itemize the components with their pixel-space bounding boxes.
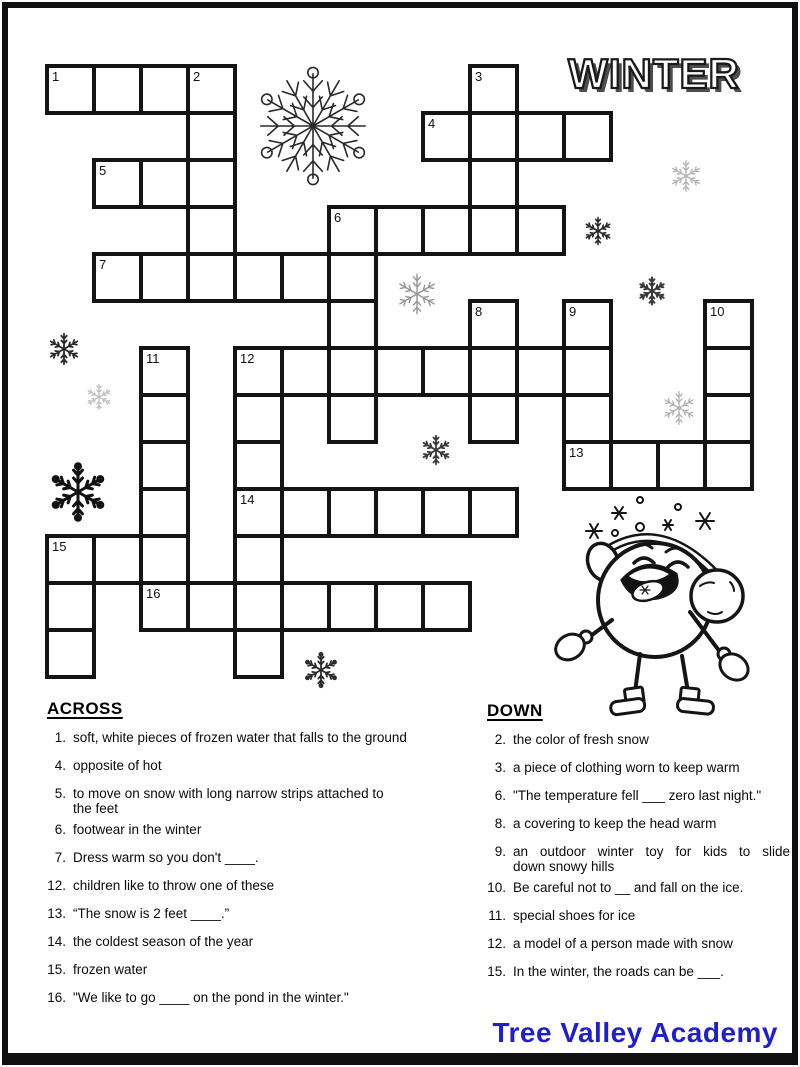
grid-cell[interactable] <box>92 158 143 209</box>
grid-cell[interactable] <box>233 487 284 538</box>
grid-cell[interactable] <box>186 205 237 256</box>
grid-cell[interactable] <box>703 440 754 491</box>
down-clue-list <box>484 732 790 979</box>
grid-cell[interactable] <box>45 581 96 632</box>
grid-cell[interactable] <box>468 111 519 162</box>
clue-number: 7 <box>99 257 107 272</box>
grid-cell[interactable] <box>703 393 754 444</box>
grid-cell[interactable] <box>703 346 754 397</box>
grid-cell[interactable] <box>562 299 613 350</box>
grid-cell[interactable] <box>327 252 378 303</box>
grid-cell[interactable] <box>186 252 237 303</box>
clue-item <box>484 816 790 831</box>
down-clues-section <box>484 701 790 992</box>
grid-cell[interactable] <box>186 64 237 115</box>
grid-cell[interactable] <box>233 628 284 679</box>
snowflake-icon <box>47 332 81 366</box>
clue-number: 6 <box>334 210 342 225</box>
snowflake-icon <box>304 653 338 687</box>
clue-number: 7. <box>54 850 66 865</box>
grid-cell[interactable] <box>280 581 331 632</box>
clue-text: an outdoor winter toy for kids to slide down snowy hills <box>513 844 790 874</box>
clue-item <box>484 844 790 874</box>
clue-number: 16. <box>47 990 66 1005</box>
grid-cell[interactable] <box>656 440 707 491</box>
clue-text: a model of a person made with snow <box>513 936 733 951</box>
grid-cell[interactable] <box>92 534 143 585</box>
brand-footer: Tree Valley Academy <box>492 1017 778 1048</box>
snowflake-icon <box>661 390 697 426</box>
clue-number: 6. <box>494 788 506 803</box>
clue-text: a covering to keep the head warm <box>513 816 717 831</box>
grid-cell[interactable] <box>92 252 143 303</box>
grid-cell[interactable] <box>327 581 378 632</box>
clue-text: Be careful not to __ and fall on the ice. <box>513 880 744 895</box>
grid-cell[interactable] <box>515 205 566 256</box>
clue-text: children like to throw one of these <box>73 878 275 893</box>
clue-item <box>484 964 790 979</box>
clue-text: a piece of clothing worn to keep warm <box>513 760 740 775</box>
clue-number: 4. <box>54 758 66 773</box>
across-heading: ACROSS <box>47 699 123 718</box>
left-mitten <box>551 629 592 665</box>
clue-number: 9 <box>569 304 577 319</box>
down-heading: DOWN <box>487 701 543 720</box>
clue-item <box>484 760 790 775</box>
snowflake-icon <box>255 68 371 184</box>
clue-item <box>44 850 459 865</box>
across-clue-list <box>44 730 459 1005</box>
clue-number: 12. <box>487 936 506 951</box>
clue-text: Dress warm so you don't ____. <box>73 850 259 865</box>
grid-cell[interactable] <box>609 440 660 491</box>
clue-item <box>484 908 790 923</box>
clue-item <box>44 730 459 745</box>
grid-cell[interactable] <box>468 64 519 115</box>
clue-item <box>44 962 459 977</box>
clue-text: the color of fresh snow <box>513 732 649 747</box>
clue-number: 15 <box>52 539 67 554</box>
clue-number: 5. <box>54 786 66 801</box>
snowflake-icon <box>420 434 452 466</box>
clue-number: 2 <box>193 69 201 84</box>
clue-number: 11. <box>488 908 506 923</box>
grid-cell[interactable] <box>374 581 425 632</box>
clue-item <box>44 758 459 773</box>
snowflake-icon <box>583 216 613 246</box>
clue-text: to move on snow with long narrow strips attached to the feet <box>73 786 384 816</box>
grid-cell[interactable] <box>468 393 519 444</box>
grid-cell[interactable] <box>468 299 519 350</box>
clue-number: 5 <box>99 163 107 178</box>
grid-cell[interactable] <box>562 346 613 397</box>
clue-item <box>484 880 790 895</box>
clue-item <box>44 906 459 921</box>
clue-number: 2. <box>494 732 506 747</box>
grid-cell[interactable] <box>374 346 425 397</box>
clue-number: 9. <box>494 844 506 859</box>
grid-cell[interactable] <box>421 581 472 632</box>
grid-cell[interactable] <box>233 440 284 491</box>
clue-number: 11 <box>146 351 160 366</box>
clue-text: the coldest season of the year <box>73 934 254 949</box>
clue-number: 3 <box>475 69 483 84</box>
right-mitten <box>715 648 753 685</box>
grid-cell[interactable] <box>515 111 566 162</box>
clue-number: 6. <box>54 822 66 837</box>
clue-item <box>44 878 459 893</box>
grid-cell[interactable] <box>233 393 284 444</box>
snowflake-icon <box>85 383 113 411</box>
clue-number: 1 <box>52 69 60 84</box>
clue-number: 1. <box>54 730 66 745</box>
clue-text: “The snow is 2 feet ____.” <box>73 906 230 921</box>
clue-text: footwear in the winter <box>73 822 202 837</box>
clue-number: 13. <box>47 906 66 921</box>
snowflake-icon <box>50 464 106 520</box>
grid-cell[interactable] <box>139 64 190 115</box>
snowflake-icon <box>637 276 667 306</box>
clue-number: 8. <box>494 816 506 831</box>
clue-item <box>44 990 459 1005</box>
clue-number: 12. <box>47 878 66 893</box>
grid-cell[interactable] <box>186 111 237 162</box>
grid-cell[interactable] <box>45 534 96 585</box>
clue-number: 10. <box>487 880 506 895</box>
grid-cell[interactable] <box>421 487 472 538</box>
grid-cell[interactable] <box>327 299 378 350</box>
grid-cell[interactable] <box>468 205 519 256</box>
grid-cell[interactable] <box>468 346 519 397</box>
grid-cell[interactable] <box>45 64 96 115</box>
grid-cell[interactable] <box>233 534 284 585</box>
snowman-character-illustration <box>548 496 763 728</box>
grid-cell[interactable] <box>139 393 190 444</box>
clue-number: 15. <box>47 962 66 977</box>
grid-cell[interactable] <box>139 487 190 538</box>
grid-cell[interactable] <box>186 581 237 632</box>
clue-item <box>44 786 459 816</box>
worksheet-title: WINTER <box>568 50 740 97</box>
grid-cell[interactable] <box>92 64 143 115</box>
grid-cell[interactable] <box>139 440 190 491</box>
across-clues-section <box>44 699 459 1018</box>
grid-cell[interactable] <box>327 346 378 397</box>
grid-cell[interactable] <box>233 252 284 303</box>
snowflake-icon <box>395 272 439 316</box>
grid-cell[interactable] <box>45 628 96 679</box>
grid-cell[interactable] <box>703 299 754 350</box>
grid-cell[interactable] <box>280 346 331 397</box>
grid-cell[interactable] <box>280 252 331 303</box>
grid-cell[interactable] <box>280 487 331 538</box>
grid-cell[interactable] <box>421 111 472 162</box>
grid-cell[interactable] <box>327 205 378 256</box>
clue-number: 12 <box>240 351 255 366</box>
grid-cell[interactable] <box>374 487 425 538</box>
clue-text: soft, white pieces of frozen water that falls to the ground <box>73 730 407 745</box>
right-earmuff <box>691 570 743 622</box>
grid-cell[interactable] <box>139 534 190 585</box>
grid-cell[interactable] <box>233 346 284 397</box>
clue-item <box>44 934 459 949</box>
grid-cell[interactable] <box>139 252 190 303</box>
grid-cell[interactable] <box>515 346 566 397</box>
grid-cell[interactable] <box>327 487 378 538</box>
grid-cell[interactable] <box>421 205 472 256</box>
clue-number: 8 <box>475 304 483 319</box>
clue-number: 13 <box>569 445 584 460</box>
grid-cell[interactable] <box>139 158 190 209</box>
grid-cell[interactable] <box>327 393 378 444</box>
grid-cell[interactable] <box>233 581 284 632</box>
snowflake-icon <box>669 159 703 193</box>
grid-cell[interactable] <box>562 393 613 444</box>
clue-number: 10 <box>710 304 725 319</box>
clue-number: 14. <box>47 934 66 949</box>
grid-cell[interactable] <box>139 346 190 397</box>
grid-cell[interactable] <box>562 440 613 491</box>
clue-text: "The temperature fell ___ zero last night." <box>513 788 762 803</box>
clue-item <box>484 788 790 803</box>
clue-text: In the winter, the roads can be ___. <box>513 964 724 979</box>
clue-item <box>44 822 459 837</box>
clue-text: frozen water <box>73 962 148 977</box>
grid-cell[interactable] <box>374 205 425 256</box>
grid-cell[interactable] <box>468 487 519 538</box>
grid-cell[interactable] <box>421 346 472 397</box>
clue-number: 16 <box>146 586 161 601</box>
clue-text: "We like to go ____ on the pond in the winter." <box>73 990 349 1005</box>
grid-cell[interactable] <box>562 111 613 162</box>
clue-number: 14 <box>240 492 255 507</box>
grid-cell[interactable] <box>186 158 237 209</box>
grid-cell[interactable] <box>139 581 190 632</box>
clue-item <box>484 732 790 747</box>
clue-number: 15. <box>487 964 506 979</box>
clue-text: special shoes for ice <box>513 908 636 923</box>
clue-number: 3. <box>494 760 506 775</box>
grid-cell[interactable] <box>468 158 519 209</box>
clue-text: opposite of hot <box>73 758 162 773</box>
clue-number: 4 <box>428 116 436 131</box>
clue-item <box>484 936 790 951</box>
